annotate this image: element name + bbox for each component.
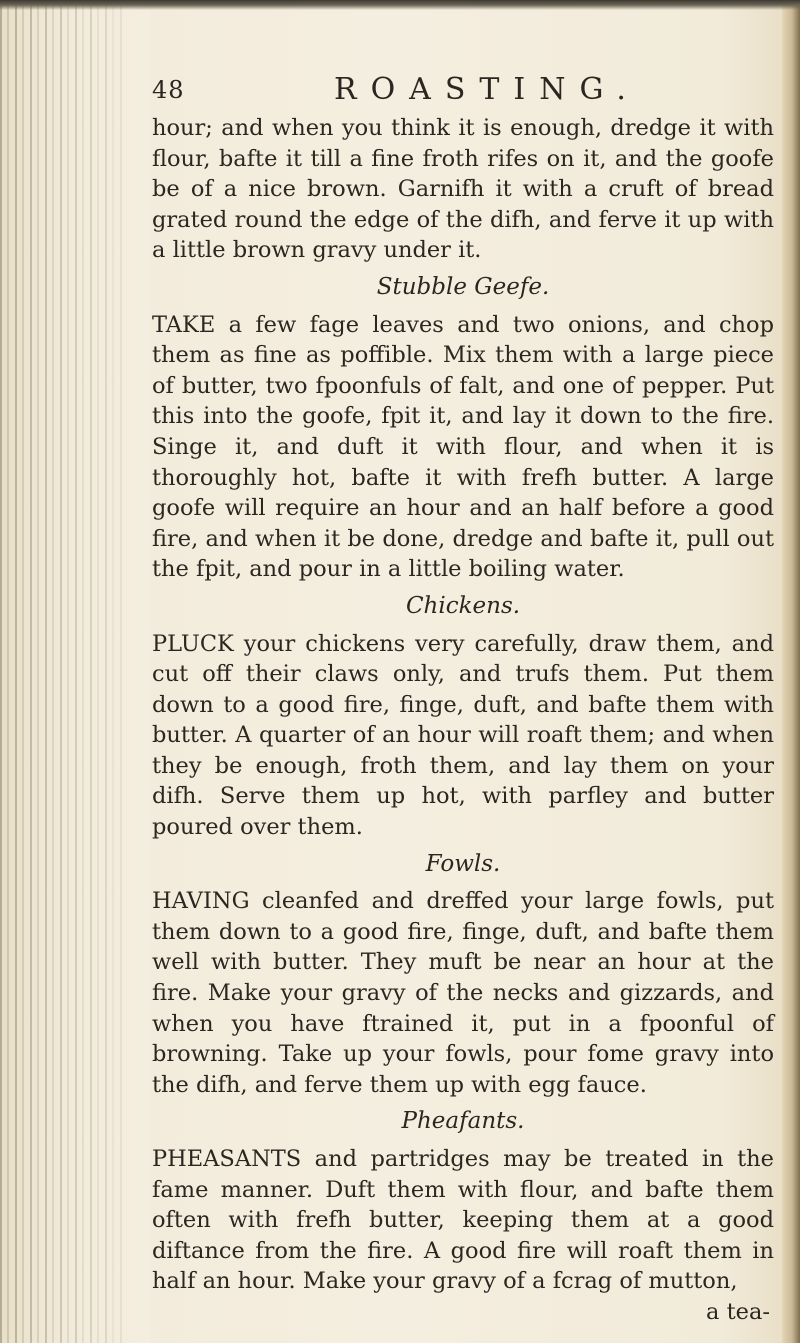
continued-paragraph: hour; and when you think it is enough, dredge it with flour, bafte it till a fine froth rifes on it, and the goofe be of a nice brown. Garnifh it with a cruft of bread grated round the edge of the difh, and ferve it up with a little brown gravy under it. — [152, 115, 774, 264]
recipe-paragraph-stubble-geese: TAKE a few fage leaves and two onions, and chop them as fine as poffible. Mix them with a large piece of butter, two fpoonfuls of falt, and one of pepper. Put this into the goofe, fpit it, and lay it down to the fire. Singe it, and duft it with flour, and when it is thoroughly hot, bafte it with frefh butter. A large goofe will require an hour and an half before a good fire, and when it be done, dredge and bafte it, pull out the fpit, and pour in a little boiling water. — [152, 311, 774, 583]
page-number: 48 — [152, 76, 185, 104]
page-right-edge — [782, 0, 800, 1343]
page-header — [152, 72, 772, 112]
recipe-heading-stubble-geese: Stubble Geefe. — [376, 273, 550, 300]
body-text — [152, 113, 774, 1328]
recipe-paragraph-fowls: HAVING cleanfed and dreffed your large fowls, put them down to a good fire, finge, duft, and bafte them well with butter. They muft be near an hour at the fire. Make your gravy of the necks and gizzards, and when you have ftrained it, put in a fpoonful of browning. Take up your fowls, pour fome gravy into the difh, and ferve them up with egg fauce. — [152, 888, 774, 1098]
recipe-paragraph-pheasants: PHEASANTS and partridges may be treated in the fame manner. Duft them with flour, and bafte them often with frefh butter, keeping them at a good diftance from the fire. A good fire will roaft them in half an hour. Make your gravy of a fcrag of mutton, — [152, 1146, 774, 1295]
recipe-heading-fowls: Fowls. — [425, 850, 501, 877]
page-top-edge — [0, 0, 800, 10]
recipe-paragraph-chickens: PLUCK your chickens very carefully, draw them, and cut off their claws only, and trufs them. Put them down to a good fire, finge, duft, and bafte them with butter. A quarter of an hour will roaft them; and when they be enough, froth them, and lay them on your difh. Serve them up hot, with parfley and butter poured over them. — [152, 630, 774, 841]
recipe-heading-chickens: Chickens. — [405, 592, 521, 619]
running-head: ROASTING. — [334, 72, 640, 107]
catchword: a tea- — [706, 1298, 770, 1325]
recipe-heading-pheasants: Pheafants. — [401, 1108, 525, 1135]
page-binding-shadow — [0, 0, 150, 1343]
